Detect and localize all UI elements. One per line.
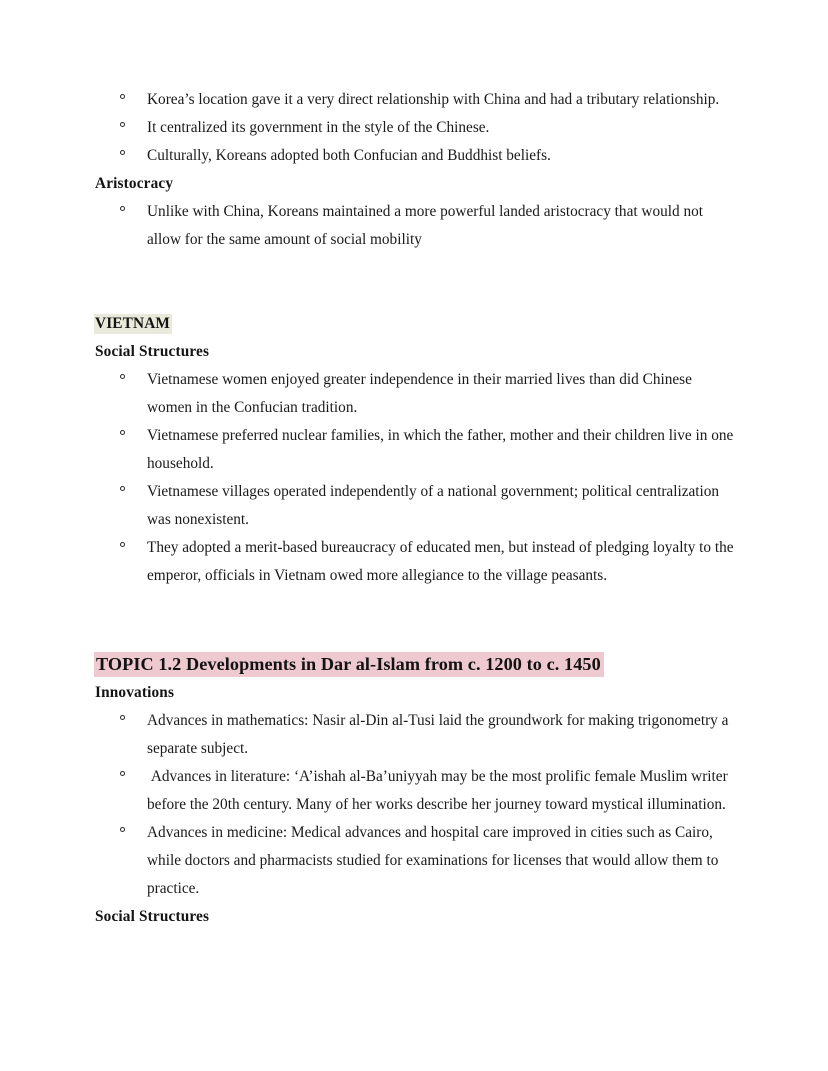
- list-item: [94, 763, 736, 819]
- section-spacer: [94, 590, 736, 649]
- bullet-text: Advances in literature: ‘A’ishah al-Ba’uniyyah may be the most prolific female Muslim writer before the 20th century. Many of her works describe her journey toward mystical illumination.: [147, 768, 728, 813]
- bullet-text: Vietnamese villages operated independently of a national government; political centralization was nonexistent.: [147, 483, 720, 528]
- innovations-bullet-list: [94, 707, 736, 903]
- list-item: [94, 114, 736, 142]
- document-body: [94, 86, 736, 931]
- topic-1-2-heading: [94, 649, 736, 679]
- vietnam-bullet-list: [94, 366, 736, 590]
- list-item: [94, 478, 736, 534]
- list-item: [94, 422, 736, 478]
- list-item: [94, 86, 736, 114]
- bullet-text: Advances in medicine: Medical advances and hospital care improved in cities such as Cairo, while doctors and pharmacists studied for examinations for licenses that would allow them to practice.: [147, 824, 719, 897]
- topic-1-2-heading-text: TOPIC 1.2 Developments in Dar al-Islam from c. 1200 to c. 1450: [94, 652, 604, 677]
- islam-social-structures-heading: [94, 903, 736, 931]
- list-item: [94, 707, 736, 763]
- list-item: [94, 819, 736, 903]
- bullet-text: They adopted a merit-based bureaucracy of educated men, but instead of pledging loyalty to the emperor, officials in Vietnam owed more allegiance to the village peasants.: [147, 539, 734, 584]
- korea-bullet-list: [94, 86, 736, 170]
- bullet-text: Advances in mathematics: Nasir al-Din al-Tusi laid the groundwork for making trigonometry a separate subject.: [147, 712, 729, 757]
- vietnam-heading: [94, 310, 736, 338]
- innovations-heading-text: Innovations: [95, 684, 175, 701]
- bullet-text: Unlike with China, Koreans maintained a more powerful landed aristocracy that would not allow for the same amount of social mobility: [147, 203, 704, 248]
- list-item: [94, 534, 736, 590]
- bullet-text: It centralized its government in the style of the Chinese.: [147, 119, 490, 136]
- vietnam-social-structures-heading: [94, 338, 736, 366]
- vietnam-heading-text: VIETNAM: [95, 315, 171, 332]
- list-item: [94, 366, 736, 422]
- bullet-text: Culturally, Koreans adopted both Confucian and Buddhist beliefs.: [147, 147, 551, 164]
- aristocracy-heading: [94, 170, 736, 198]
- list-item: [94, 198, 736, 254]
- section-spacer: [94, 254, 736, 310]
- aristocracy-bullet-list: [94, 198, 736, 254]
- list-item: [94, 142, 736, 170]
- bullet-text: Vietnamese preferred nuclear families, in which the father, mother and their children live in one household.: [147, 427, 734, 472]
- bullet-text: Korea’s location gave it a very direct relationship with China and had a tributary relationship.: [147, 91, 720, 108]
- islam-social-structures-heading-text: Social Structures: [95, 908, 210, 925]
- bullet-text: Vietnamese women enjoyed greater independence in their married lives than did Chinese women in the Confucian tradition.: [147, 371, 692, 416]
- vietnam-social-structures-heading-text: Social Structures: [95, 343, 210, 360]
- innovations-heading: [94, 679, 736, 707]
- aristocracy-heading-text: Aristocracy: [95, 175, 174, 192]
